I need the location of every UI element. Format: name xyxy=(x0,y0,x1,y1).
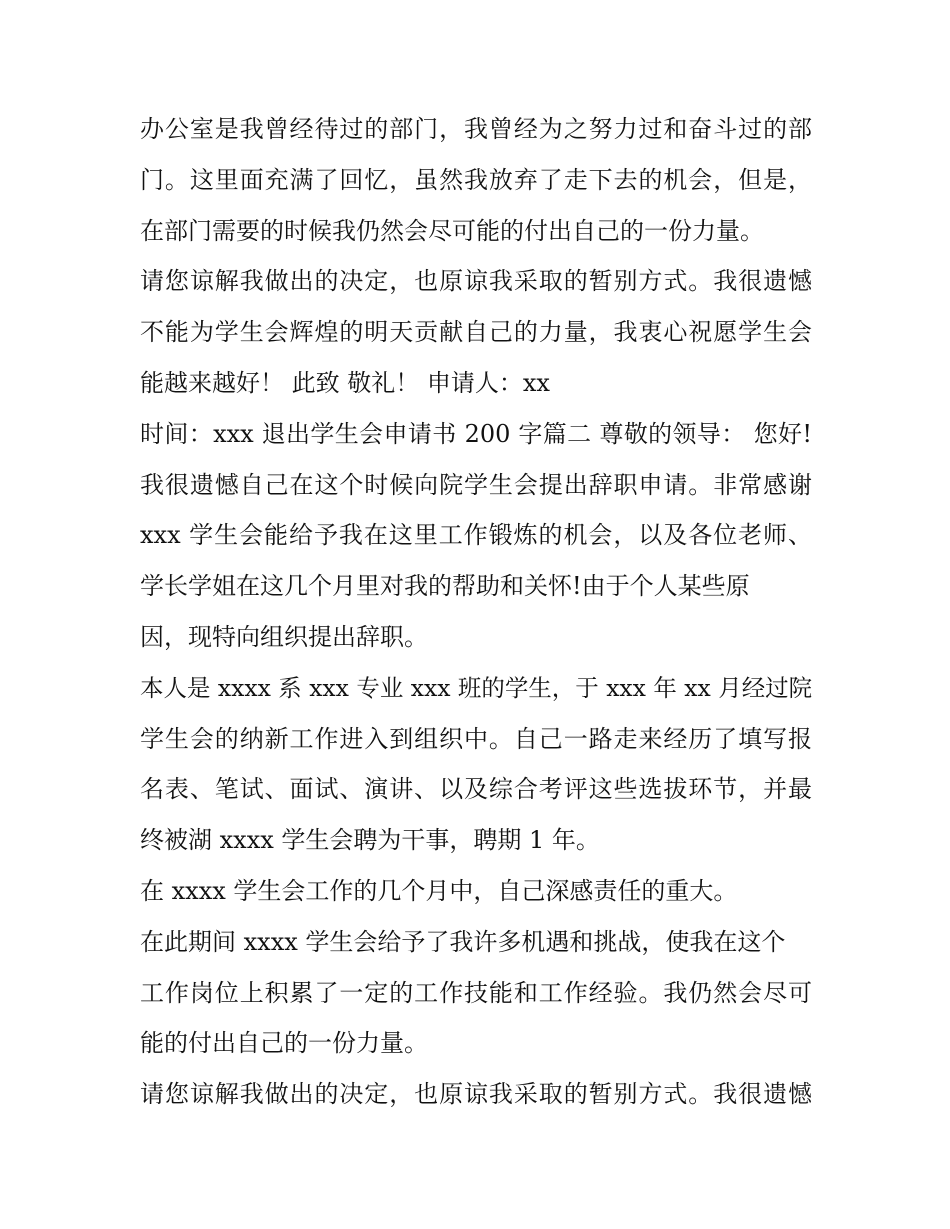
text-line-19: 能的付出自己的一份力量。 xyxy=(140,1029,428,1058)
text-line-3: 在部门需要的时候我仍然会尽可能的付出自己的一份力量。 xyxy=(140,216,764,245)
text-line-2: 门。这里面充满了回忆，虽然我放弃了走下去的机会，但是， xyxy=(140,165,812,194)
text-line-13: 学生会的纳新工作进入到组织中。自己一路走来经历了填写报 xyxy=(140,724,812,753)
text-line-15: 终被湖 xxxx 学生会聘为干事，聘期 1 年。 xyxy=(140,826,600,855)
text-line-18: 工作岗位上积累了一定的工作技能和工作经验。我仍然会尽可 xyxy=(140,978,812,1007)
text-line-7: 时间：xxx 退出学生会申请书 200 字篇二 尊敬的领导： 您好! xyxy=(140,419,812,448)
text-line-8: 我很遗憾自己在这个时候向院学生会提出辞职申请。非常感谢 xyxy=(140,470,812,499)
text-line-20: 请您谅解我做出的决定，也原谅我采取的暂别方式。我很遗憾 xyxy=(140,1080,812,1109)
text-line-11: 因，现特向组织提出辞职。 xyxy=(140,622,428,651)
document-body xyxy=(140,104,812,1120)
text-line-12: 本人是 xxxx 系 xxx 专业 xxx 班的学生，于 xxx 年 xx 月经过院 xyxy=(140,673,813,702)
text-line-16: 在 xxxx 学生会工作的几个月中，自己深感责任的重大。 xyxy=(140,876,738,905)
text-line-17: 在此期间 xxxx 学生会给予了我许多机遇和挑战，使我在这个 xyxy=(140,927,786,956)
text-line-6: 能越来越好！ 此致 敬礼！ 申请人：xx xyxy=(140,368,550,397)
text-line-4: 请您谅解我做出的决定，也原谅我采取的暂别方式。我很遗憾 xyxy=(140,267,812,296)
text-line-5: 不能为学生会辉煌的明天贡献自己的力量，我衷心祝愿学生会 xyxy=(140,318,812,347)
text-line-10: 学长学姐在这几个月里对我的帮助和关怀!由于个人某些原 xyxy=(140,572,750,601)
text-line-9: xxx 学生会能给予我在这里工作锻炼的机会，以及各位老师、 xyxy=(140,521,812,550)
text-line-14: 名表、笔试、面试、演讲、以及综合考评这些选拔环节，并最 xyxy=(140,775,812,804)
text-line-1: 办公室是我曾经待过的部门，我曾经为之努力过和奋斗过的部 xyxy=(140,115,812,143)
